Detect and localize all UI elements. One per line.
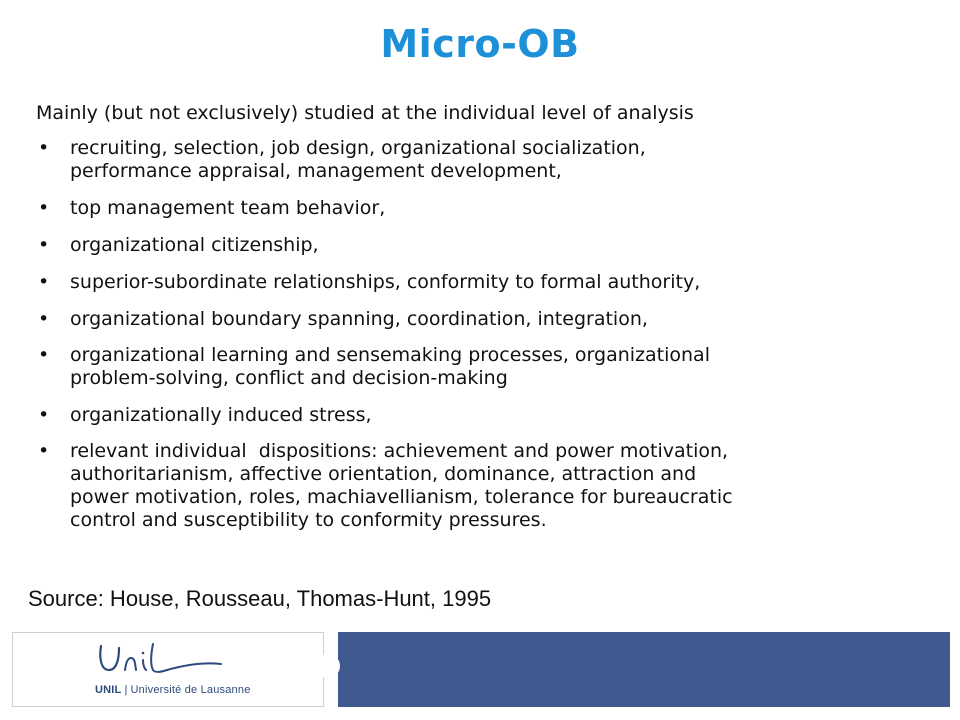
bullet-item bbox=[36, 270, 926, 294]
bullet-dot-icon: • bbox=[38, 234, 50, 256]
bullet-list bbox=[36, 137, 926, 545]
bullet-item bbox=[36, 344, 926, 390]
logo-abbrev: UNIL bbox=[95, 684, 122, 696]
bullet-item bbox=[36, 403, 926, 427]
bullet-dot-icon: • bbox=[38, 404, 50, 426]
bullet-line: organizational boundary spanning, coordination, integration, bbox=[70, 308, 648, 330]
bullet-line: relevant individual dispositions: achievement and power motivation, bbox=[70, 440, 729, 462]
bullet-dot-icon: • bbox=[38, 197, 50, 219]
bullet-line: power motivation, roles, machiavellianism, tolerance for bureaucratic bbox=[70, 486, 733, 508]
bullet-line: performance appraisal, management development, bbox=[70, 160, 562, 182]
bullet-dot-icon: • bbox=[38, 137, 50, 159]
bullet-dot-icon: • bbox=[38, 308, 50, 330]
unil-logo-icon bbox=[95, 640, 225, 678]
bullet-dot-icon: • bbox=[38, 344, 50, 366]
bullet-line: superior-subordinate relationships, conformity to formal authority, bbox=[70, 271, 701, 293]
logo-institution: Université de Lausanne bbox=[130, 684, 251, 696]
bullet-line: recruiting, selection, job design, organizational socialization, bbox=[70, 137, 646, 159]
bullet-line: problem-solving, conflict and decision-making bbox=[70, 367, 508, 389]
bullet-line: organizationally induced stress, bbox=[70, 404, 372, 426]
bullet-item bbox=[36, 233, 926, 257]
bullet-line: top management team behavior, bbox=[70, 197, 386, 219]
logo-separator: | bbox=[124, 684, 128, 696]
slide-title: Micro-OB bbox=[380, 22, 580, 66]
bullet-item bbox=[36, 137, 926, 183]
bullet-line: organizational learning and sensemaking processes, organizational bbox=[70, 344, 710, 366]
intro-text: Mainly (but not exclusively) studied at the individual level of analysis bbox=[36, 102, 694, 124]
bullet-item bbox=[36, 440, 926, 532]
source-citation: Source: House, Rousseau, Thomas-Hunt, 1995 bbox=[28, 586, 492, 611]
bullet-line: authoritarianism, affective orientation, dominance, attraction and bbox=[70, 463, 697, 485]
bullet-line: organizational citizenship, bbox=[70, 234, 319, 256]
bullet-item bbox=[36, 307, 926, 331]
bullet-dot-icon: • bbox=[38, 440, 50, 462]
footer-color-bar bbox=[338, 632, 950, 707]
bullet-item bbox=[36, 196, 926, 220]
bullet-line: control and susceptibility to conformity pressures. bbox=[70, 509, 547, 531]
logo-caption bbox=[95, 684, 251, 696]
bullet-dot-icon: • bbox=[38, 271, 50, 293]
footer-circle-decoration bbox=[316, 654, 340, 678]
